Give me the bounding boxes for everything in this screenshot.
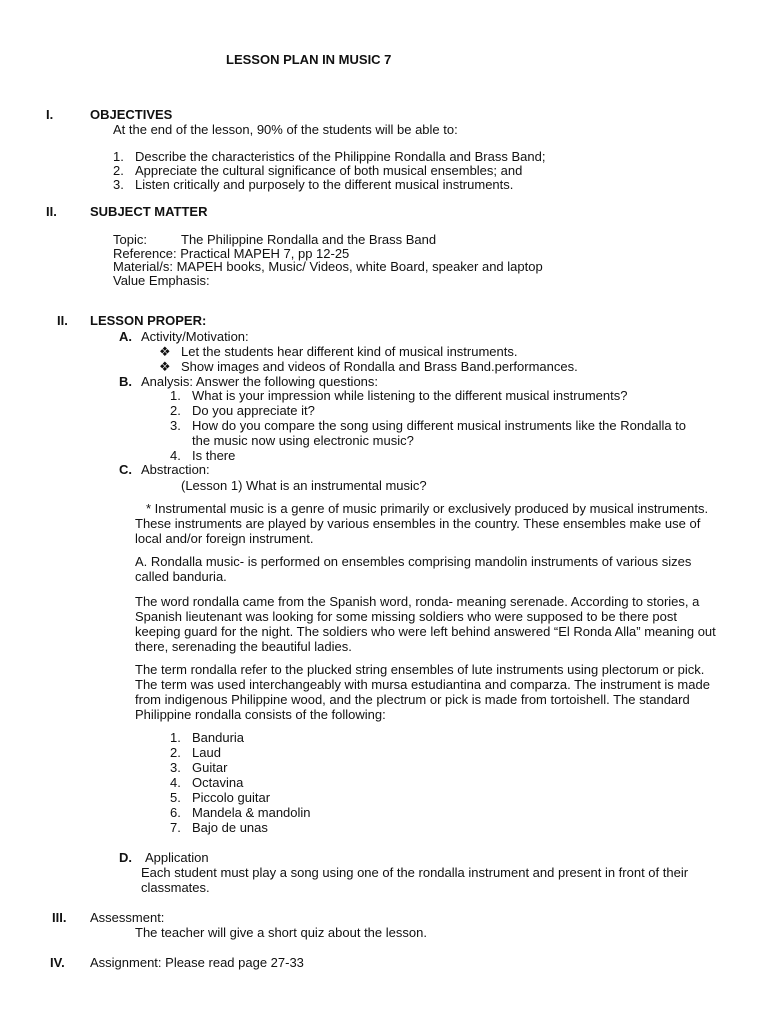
diamond-bullet-icon: ❖: [159, 344, 171, 359]
assessment-label: Assessment:: [90, 910, 165, 925]
analysis-question: Do you appreciate it?: [192, 403, 315, 418]
list-item-num: 5.: [170, 790, 181, 805]
instrument-item: Mandela & mandolin: [192, 805, 311, 820]
objectives-heading: OBJECTIVES: [90, 107, 173, 122]
analysis-question: Is there: [192, 448, 236, 463]
list-item-num: 2.: [113, 163, 124, 178]
objective-item: Listen critically and purposely to the different musical instruments.: [135, 177, 514, 192]
value-emphasis-line: Value Emphasis:: [113, 273, 210, 288]
list-item-num: 7.: [170, 820, 181, 835]
list-item-num: 4.: [170, 448, 181, 463]
activity-label: Activity/Motivation:: [141, 329, 249, 344]
topic-value: The Philippine Rondalla and the Brass Band: [181, 232, 437, 247]
analysis-question: How do you compare the song using different musical instruments like the Rondalla to: [192, 418, 687, 433]
rondalla-origin-paragraph: The word rondalla came from the Spanish word, ronda- meaning serenade. According to stories, a Spanish lieutenant was looking for some missing soldiers who were supposed to be there post keeping guard for the night. The soldiers who were left behind answered “El Ronda Alla” meaning out there, serenading the beautiful ladies.: [135, 594, 716, 654]
sub-letter-a: A.: [119, 329, 132, 344]
topic-label: Topic:: [113, 232, 147, 247]
abstraction-label: Abstraction:: [141, 462, 210, 477]
assessment-text: The teacher will give a short quiz about the lesson.: [135, 925, 427, 940]
list-item-num: 1.: [113, 149, 124, 164]
section-numeral-lesson-proper: II.: [57, 313, 68, 328]
section-numeral-subject: II.: [46, 204, 57, 219]
rondalla-music-paragraph: A. Rondalla music- is performed on ensembles comprising mandolin instruments of various sizes called banduria.: [135, 554, 692, 584]
sub-letter-c: C.: [119, 462, 132, 477]
section-numeral-assessment: III.: [52, 910, 67, 925]
analysis-label: Analysis: Answer the following questions:: [141, 374, 379, 389]
application-text: Each student must play a song using one of the rondalla instrument and present in front of their classmates.: [141, 865, 689, 895]
instrument-item: Piccolo guitar: [192, 790, 271, 805]
instrument-item: Guitar: [192, 760, 228, 775]
reference-line: Reference: Practical MAPEH 7, pp 12-25: [113, 246, 350, 261]
instrument-item: Banduria: [192, 730, 245, 745]
lesson-proper-heading: LESSON PROPER:: [90, 313, 207, 328]
list-item-num: 6.: [170, 805, 181, 820]
instrument-item: Octavina: [192, 775, 244, 790]
list-item-num: 1.: [170, 388, 181, 403]
objective-item: Describe the characteristics of the Philippine Rondalla and Brass Band;: [135, 149, 546, 164]
analysis-question: What is your impression while listening to the different musical instruments?: [192, 388, 628, 403]
application-label: Application: [145, 850, 209, 865]
analysis-question-continued: the music now using electronic music?: [192, 433, 414, 448]
lesson-question: (Lesson 1) What is an instrumental music?: [181, 478, 427, 493]
subject-matter-heading: SUBJECT MATTER: [90, 204, 208, 219]
sub-letter-b: B.: [119, 374, 132, 389]
instrument-item: Bajo de unas: [192, 820, 268, 835]
section-numeral-assignment: IV.: [50, 955, 65, 970]
activity-bullet: Let the students hear different kind of musical instruments.: [181, 344, 518, 359]
instrument-item: Laud: [192, 745, 221, 760]
list-item-num: 1.: [170, 730, 181, 745]
list-item-num: 3.: [170, 418, 181, 433]
list-item-num: 2.: [170, 403, 181, 418]
diamond-bullet-icon: ❖: [159, 359, 171, 374]
list-item-num: 3.: [113, 177, 124, 192]
objective-item: Appreciate the cultural significance of both musical ensembles; and: [135, 163, 523, 178]
materials-line: Material/s: MAPEH books, Music/ Videos, white Board, speaker and laptop: [113, 259, 543, 274]
list-item-num: 3.: [170, 760, 181, 775]
section-numeral-objectives: I.: [46, 107, 54, 122]
rondalla-term-paragraph: The term rondalla refer to the plucked string ensembles of lute instruments using plectorum or pick. The term was used interchangeably with mursa estudiantina and comparza. The instrument is made from indigenous Philippine wood, and the plectrum or pick is made from tortoishell. The standard Philippine rondalla consists of the following:: [135, 662, 710, 722]
objectives-intro: At the end of the lesson, 90% of the students will be able to:: [113, 122, 458, 137]
assignment-text: Assignment: Please read page 27-33: [90, 955, 304, 970]
list-item-num: 4.: [170, 775, 181, 790]
instrumental-music-paragraph: * Instrumental music is a genre of music primarily or exclusively produced by musical instruments. These instruments are played by various ensembles in the country. These ensembles make use of local and/or foreign instrument.: [135, 501, 709, 546]
sub-letter-d: D.: [119, 850, 132, 865]
activity-bullet: Show images and videos of Rondalla and Brass Band.performances.: [181, 359, 578, 374]
list-item-num: 2.: [170, 745, 181, 760]
page-title: LESSON PLAN IN MUSIC 7: [226, 52, 392, 67]
